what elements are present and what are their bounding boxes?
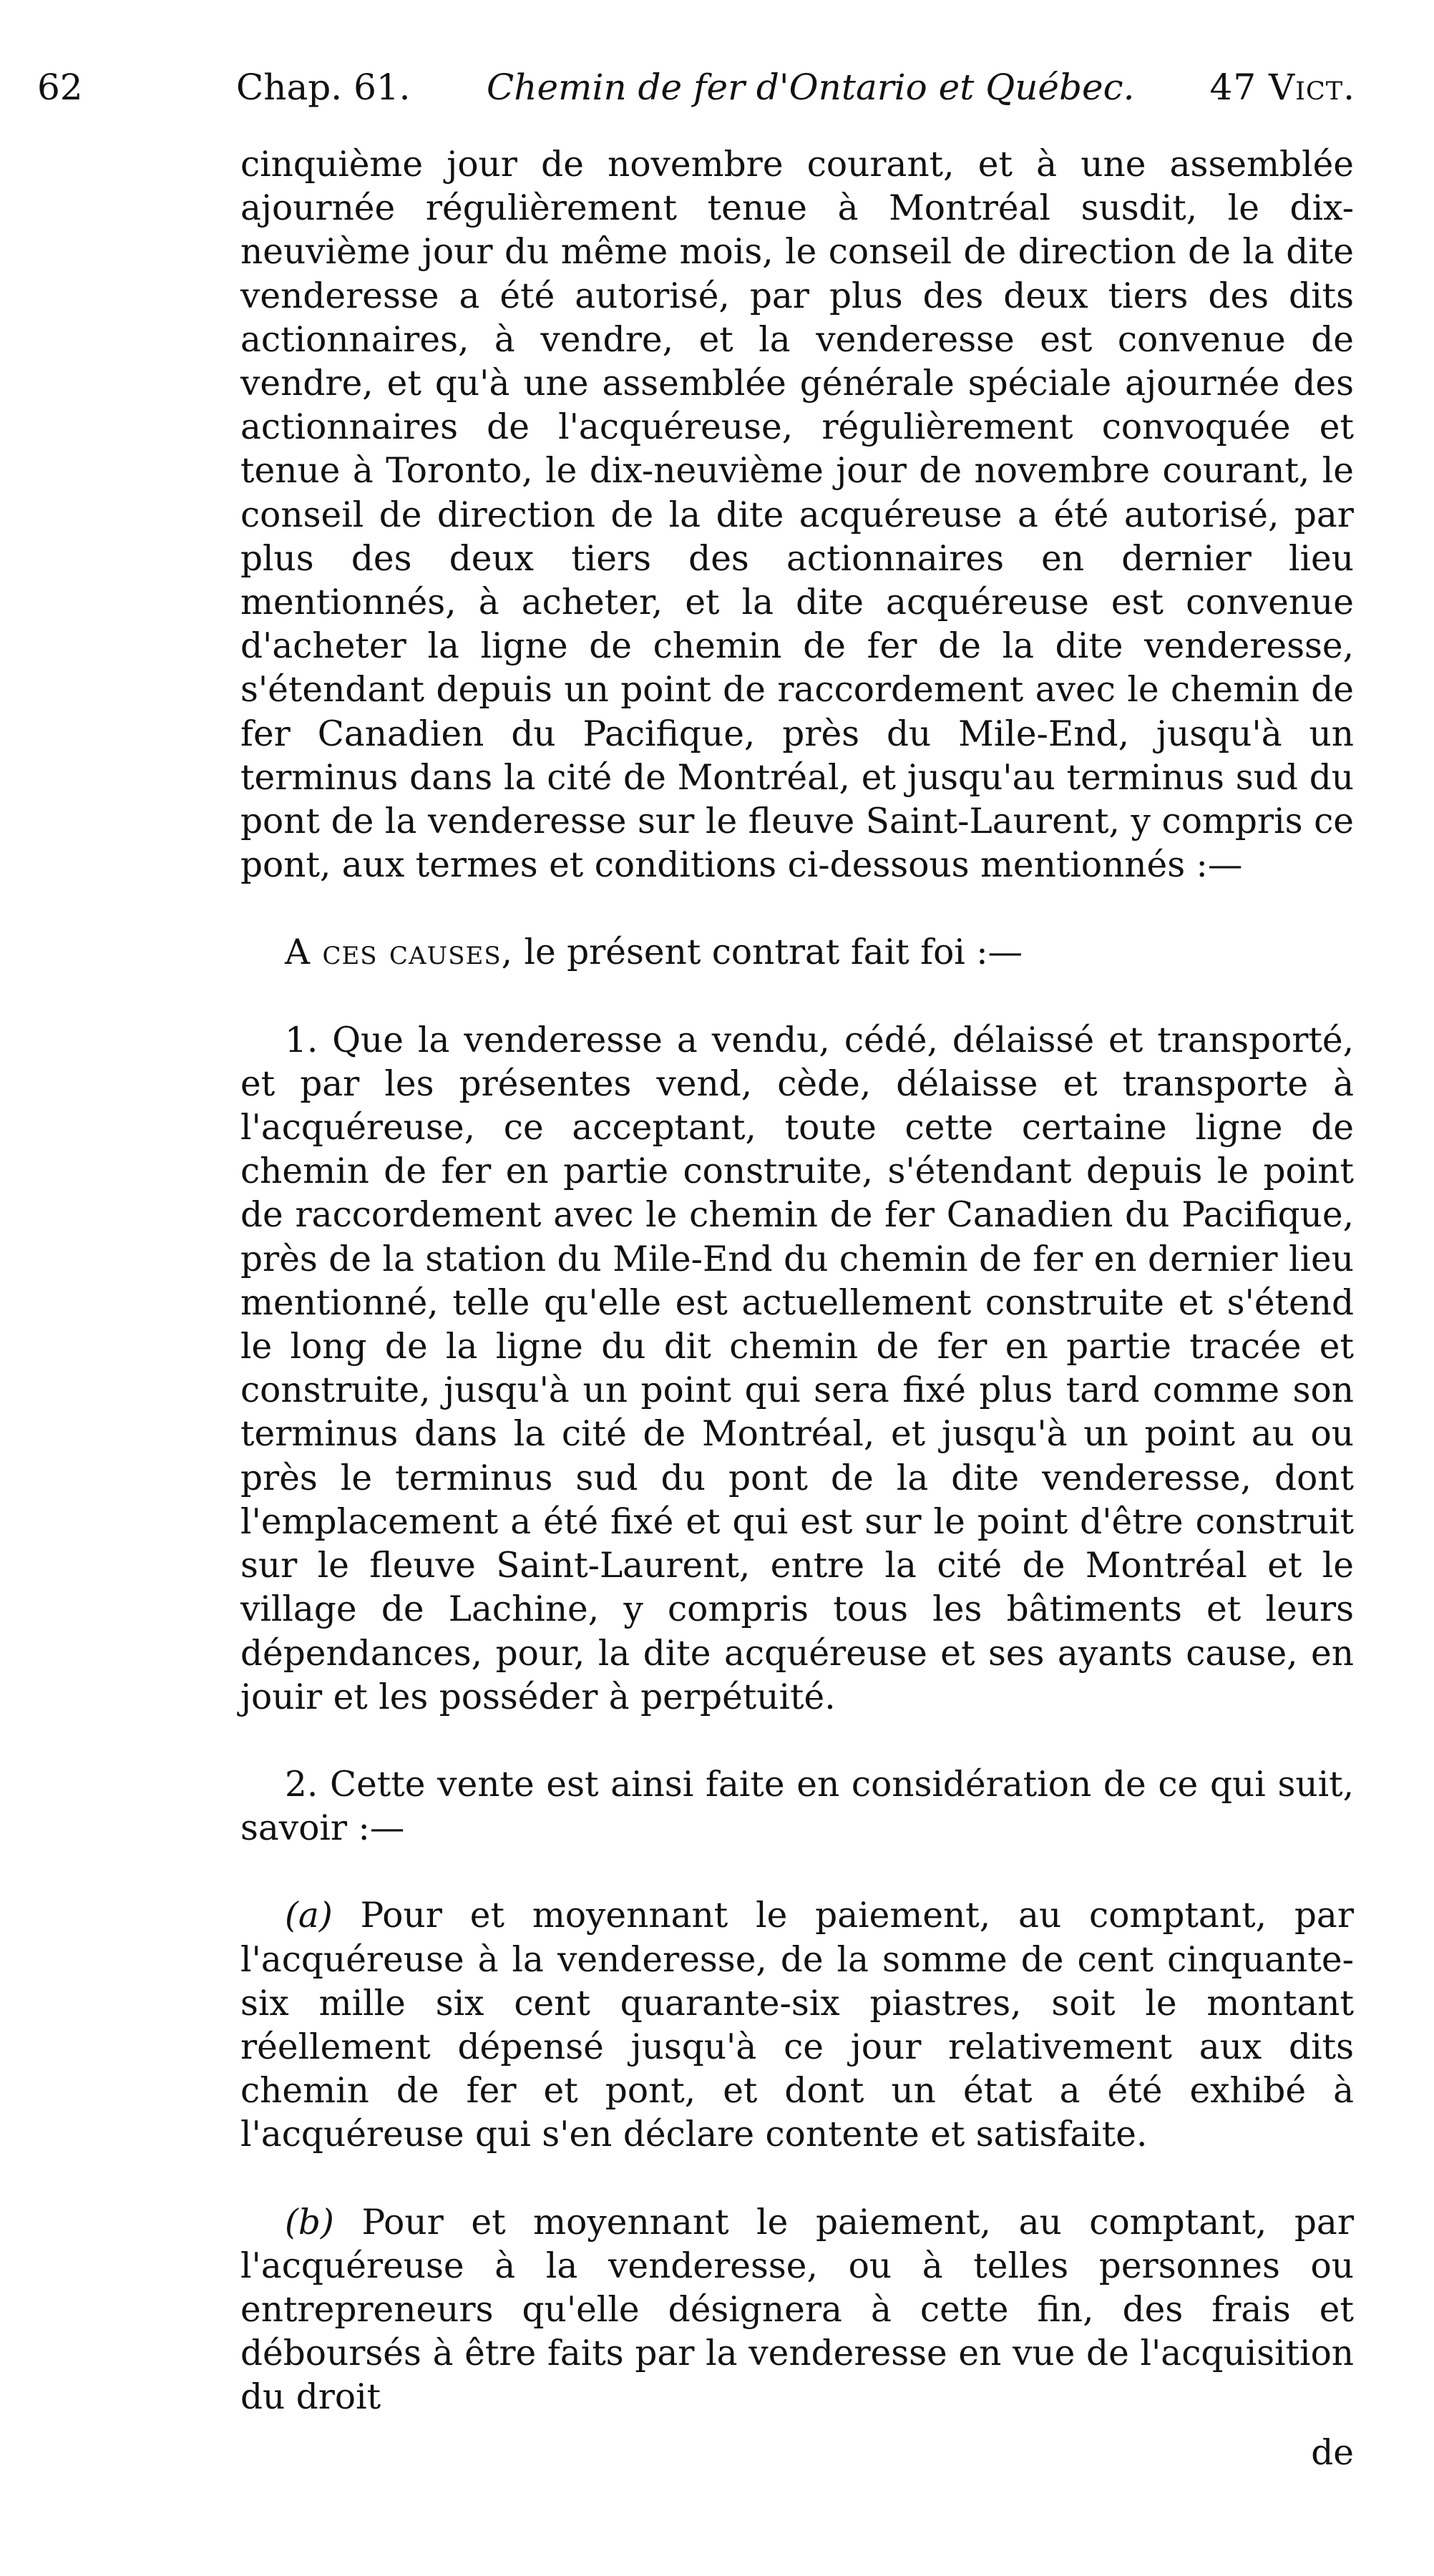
causes-text: le présent contrat fait foi :—: [513, 932, 1023, 973]
chapter-label: Chap. 61.: [236, 67, 411, 108]
causes-paragraph: [240, 931, 1354, 975]
clause-b-label: (b): [285, 2202, 334, 2243]
catchword: de: [1311, 2433, 1354, 2473]
clause-b-text: Pour et moyennant le paiement, au comptant, par l'acquéreuse à la venderesse, ou à telles personnes ou entrepreneurs qu'elle désignera à cette fin, des frais et déboursés à être faits par la venderesse en vue de l'acquisition du droit: [240, 2202, 1354, 2418]
continuation-paragraph: cinquième jour de novembre courant, et à une assemblée ajournée régulièrement tenue à Montréal susdit, le dix-neuvième jour du même mois, le conseil de direction de la dite venderesse a été autorisé, par plus des deux tiers des dits actionnaires, à vendre, et la venderesse est convenue de vendre, et qu'à une assemblée générale spéciale ajournée des actionnaires de l'acquéreuse, régulièrement convoquée et tenue à Toronto, le dix-neuvième jour de novembre courant, le conseil de direction de la dite acquéreuse a été autorisé, par plus des deux tiers des actionnaires en dernier lieu mentionnés, à acheter, et la dite acquéreuse est convenue d'acheter la ligne de chemin de fer de la dite venderesse, s'étendant depuis un point de raccordement avec le chemin de fer Canadien du Pacifique, près du Mile-End, jusqu'à un terminus dans la cité de Montréal, et jusqu'au terminus sud du pont de la venderesse sur le fleuve Saint-Laurent, y compris ce pont, aux termes et conditions ci-dessous mentionnés :—: [240, 145, 1354, 886]
running-title: Chemin de fer d'Ontario et Québec.: [487, 67, 1135, 108]
clause-2-paragraph: 2. Cette vente est ainsi faite en considération de ce qui suit, savoir :—: [240, 1764, 1354, 1849]
clause-a-label: (a): [285, 1896, 333, 1936]
clause-b-paragraph: [240, 2201, 1354, 2420]
running-header: [29, 59, 1355, 116]
regnal-year: 47 Vict.: [1209, 67, 1355, 108]
clause-a-text: Pour et moyennant le paiement, au comptant, par l'acquéreuse à la venderesse, de la somme de cent cinquante-six mille six cent quarante-six piastres, soit le montant réellement dépensé jusqu'à ce jour relativement aux dits chemin de fer et pont, et dont un état a été exhibé à l'acquéreuse qui s'en déclare contente et satisfaite.: [240, 1896, 1354, 2155]
clause-1-paragraph: 1. Que la venderesse a vendu, cédé, délaissé et transporté, et par les présentes vend, cède, délaisse et transporte à l'acquéreuse, ce acceptant, toute cette certaine ligne de chemin de fer en partie construite, s'étendant depuis le point de raccordement avec le chemin de fer Canadien du Pacifique, près de la station du Mile-End du chemin de fer en dernier lieu mentionné, telle qu'elle est actuellement construite et s'étend le long de la ligne du dit chemin de fer en partie tracée et construite, jusqu'à un point qui sera fixé plus tard comme son terminus dans la cité de Montréal, et jusqu'à un point au ou près le terminus sud du pont de la dite venderesse, dont l'emplacement a été fixé et qui est sur le point d'être construit sur le fleuve Saint-Laurent, entre la cité de Montréal et le village de Lachine, y compris tous les bâtiments et leurs dépendances, pour, la dite acquéreuse et ses ayants cause, en jouir et les posséder à perpétuité.: [240, 1020, 1354, 1717]
body-text: [240, 143, 1354, 2420]
page-number: 62: [37, 67, 83, 108]
clause-a-paragraph: [240, 1894, 1354, 2157]
causes-label: A ces causes,: [285, 932, 514, 973]
